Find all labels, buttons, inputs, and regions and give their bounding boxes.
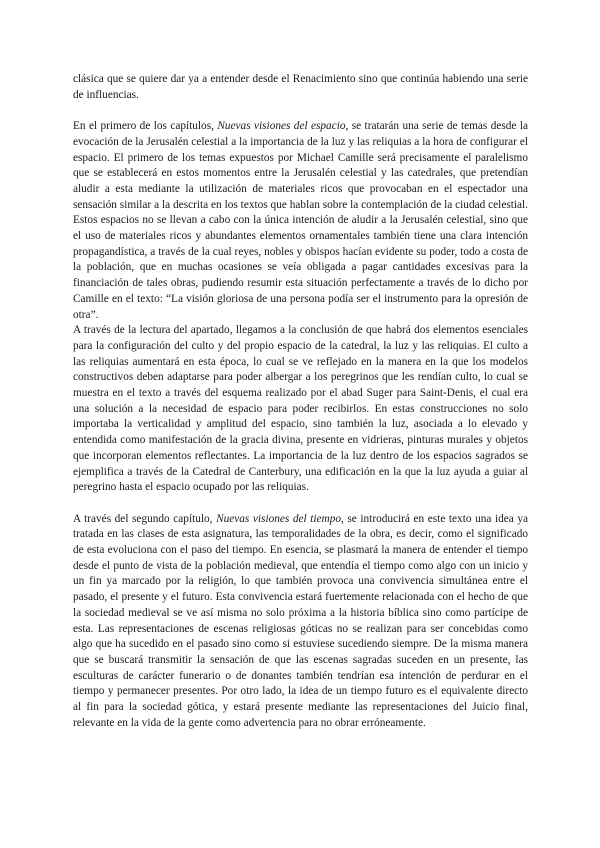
paragraph-espacio-intro: En el primero de los capítulos,	[73, 120, 218, 133]
paragraph-continuation: clásica que se quiere dar ya a entender desde el Renacimiento sino que continúa habiendo una serie de influencias.	[73, 73, 528, 101]
chapter-title-espacio: Nuevas visiones del espacio,	[217, 120, 349, 133]
document-page	[73, 72, 528, 732]
paragraph-tiempo-intro: A través del segundo capítulo,	[73, 512, 217, 525]
paragraph-espacio	[73, 119, 528, 323]
paragraph-luz-reliquias: A través de la lectura del apartado, llegamos a la conclusión de que habrá dos elementos esenciales para la configuración del culto y del propio espacio de la catedral, la luz y las reliquias. El culto a las reliquias aumentará en esta época, lo cual se ve reflejado en la manera en la que los modelos constructivos deben adaptarse para poder albergar a los peregrinos que les rendían culto, lo cual se muestra en el texto a través del esquema realizado por el abad Suger para Saint-Denis, el cual era una solución a la necesidad de espacio para poder recibirlos. En estas construcciones no solo importaba la verticalidad y amplitud del espacio, sino también la luz, asociada a lo elevado y entendida como manifestación de la gracia divina, presente en vidrieras, pinturas murales y objetos que incorporan elementos reflectantes. La importancia de la luz dentro de los espacios sagrados se ejemplifica a través de la Catedral de Canterbury, una edificación en la que la luz ayuda a guiar al peregrino hasta el espacio ocupado por las reliquias.	[73, 324, 528, 494]
paragraph-tiempo	[73, 512, 528, 732]
chapter-title-tiempo: Nuevas visiones del tiempo	[216, 512, 341, 525]
paragraph-tiempo-body: , se introducirá en este texto una idea ya tratada en las clases de esta asignatura, las temporalidades de la obra, es decir, como el significado de esta evoluciona con el paso del tiempo. En esencia, se plasmará la manera de entender el tiempo desde el punto de vista de la población medieval, que entendía el tiempo como algo con un inicio y un fin ya marcado por la religión, lo que también provoca una convivencia simultánea entre el pasado, el presente y el futuro. Esta convivencia estará fuertemente relacionada con el hecho de que la sociedad medieval se ve así misma no solo próxima a la historia bíblica sino como partícipe de esta. Las representaciones de escenas religiosas góticas no se realizan para ser concebidas como algo que ha sucedido en el pasado sino como si estuviese sucediendo siempre. De la misma manera que se buscará transmitir la sensación de que las escenas sagradas suceden en un presente, las esculturas de carácter funerario o de donantes también tendrían esa intención de perdurar en el tiempo y permanecer presentes. Por otro lado, la idea de un tiempo futuro es el equivalente directo al fin para la sociedad gótica, y estará presente mediante las representaciones del Juicio final, relevante en la vida de la gente como advertencia para no obrar erróneamente.	[73, 512, 529, 729]
paragraph-espacio-body: se tratarán una serie de temas desde la evocación de la Jerusalén celestial a la importancia de la luz y las reliquias a la hora de configurar el espacio. El primero de los temas expuestos por Michael Camille será precisamente el paralelismo que se establecerá en estos momentos entre la Jerusalén celestial y las catedrales, que pretendían aludir a esta mediante la utilización de materiales ricos que provocaban en el espectador una sensación similar a la descrita en los textos que hablan sobre la contemplación de la ciudad celestial. Estos espacios no se llevan a cabo con la única intención de aludir a la Jerusalén celestial, sino que el uso de materiales ricos y abundantes elementos ornamentales también tiene una clara intención propagandística, a través de la cual reyes, nobles y obispos hacían evidente su poder, todo a costa de la población, que en muchas ocasiones se veía obligada a pagar cantidades excesivas para la financiación de tales obras, pudiendo resumir esta situación perfectamente a través de lo dicho por Camille en el texto: “La visión gloriosa de una persona podía ser el instrumento para la opresión de otra”.	[73, 120, 528, 321]
